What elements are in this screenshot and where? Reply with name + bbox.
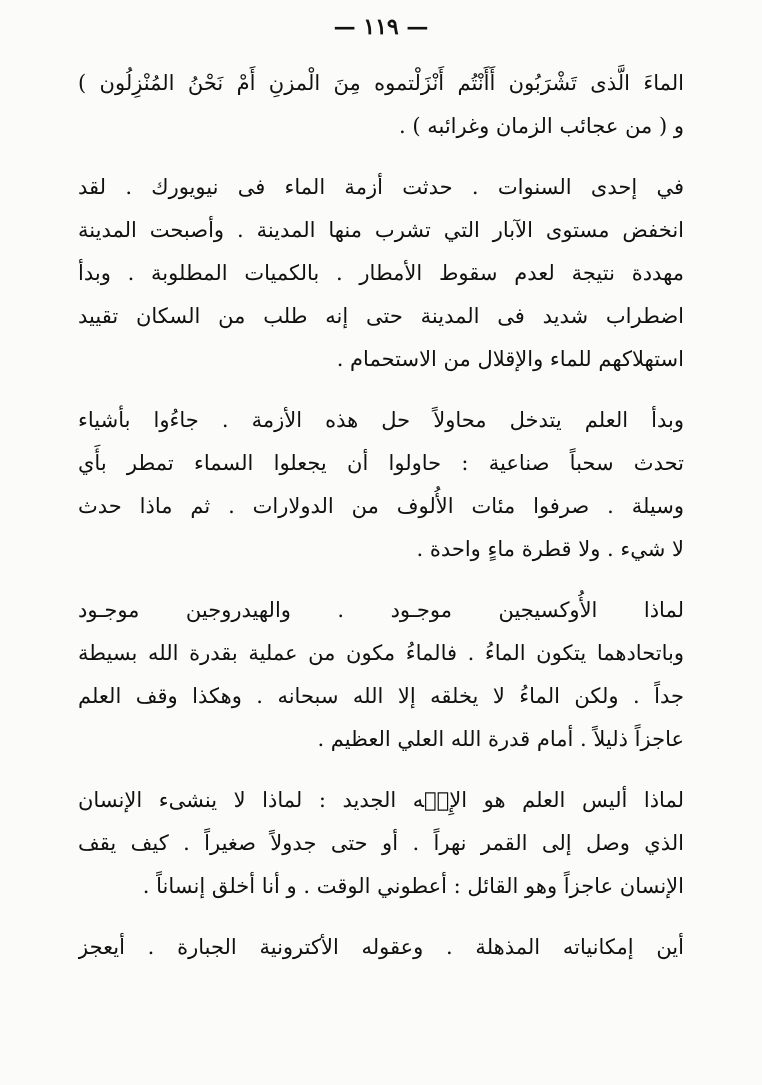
text-line: في إحدى السنوات . حدثت أزمة الماء فى نيويورك . لقد xyxy=(78,175,684,199)
text-line: وباتحادهما يتكون الماءُ . فالماءُ مكون من عملية بقدرة الله بسيطة xyxy=(78,641,684,665)
text-line: وسيلة . صرفوا مئات الأُلوف من الدولارات . ثم ماذا حدث xyxy=(78,494,684,518)
paragraph-5 xyxy=(78,779,684,908)
text-line: الذي وصل إلى القمر نهراً . أو حتى جدولاً صغيراً . كيف يقف xyxy=(78,831,684,855)
text-line: استهلاكهم للماء والإقلال من الاستحمام . xyxy=(336,347,684,371)
text-line: عاجزاً ذليلاً . أمام قدرة الله العلي العظيم . xyxy=(317,727,684,751)
text-line: انخفض مستوى الآبار التي تشرب منها المدينة . وأصبحت المدينة xyxy=(78,218,684,242)
text-line: أين إمكانياته المذهلة . وعقوله الأكترونية الجبارة . أيعجز xyxy=(78,935,684,959)
paragraph-6 xyxy=(78,926,684,969)
paragraph-2 xyxy=(78,166,684,381)
text-line: الماءَ الَّذى تَشْرَبُون أَأَنْتُم أَنْزَلْتموه مِنَ الْمزنِ أَمْ نَحْنُ المُنْزِلُون ) xyxy=(78,71,684,95)
paragraph-3 xyxy=(78,399,684,571)
text-line: لماذا أليس العلم هو الإِلۤه الجديد : لماذا لا ينشىء الإنسان xyxy=(78,788,684,812)
text-line: لماذا الأُوكسيجين موجـود . والهيدروجين موجـود xyxy=(78,598,684,622)
paragraph-4 xyxy=(78,589,684,761)
text-line: الإنسان عاجزاً وهو القائل : أعطوني الوقت . و أنا أخلق إنساناً . xyxy=(142,874,684,898)
text-line: تحدث سحباً صناعية : حاولوا أن يجعلوا السماء تمطر بأَي xyxy=(78,451,684,475)
body-text xyxy=(78,62,684,987)
page-number: — ١١٩ — xyxy=(333,14,429,40)
text-line: مهددة نتيجة لعدم سقوط الأمطار . بالكميات المطلوبة . وبدأ xyxy=(78,261,684,285)
text-line: اضطراب شديد فى المدينة حتى إنه طلب من السكان تقييد xyxy=(78,304,684,328)
text-line: وبدأ العلم يتدخل محاولاً حل هذه الأزمة . جاءُوا بأشياء xyxy=(78,408,684,432)
text-line: جداً . ولكن الماءُ لا يخلقه إلا الله سبحانه . وهكذا وقف العلم xyxy=(78,684,684,708)
text-line: و ( من عجائب الزمان وغرائبه ) . xyxy=(399,114,684,138)
text-line: لا شيء . ولا قطرة ماءٍ واحدة . xyxy=(416,537,684,561)
paragraph-1 xyxy=(78,62,684,148)
